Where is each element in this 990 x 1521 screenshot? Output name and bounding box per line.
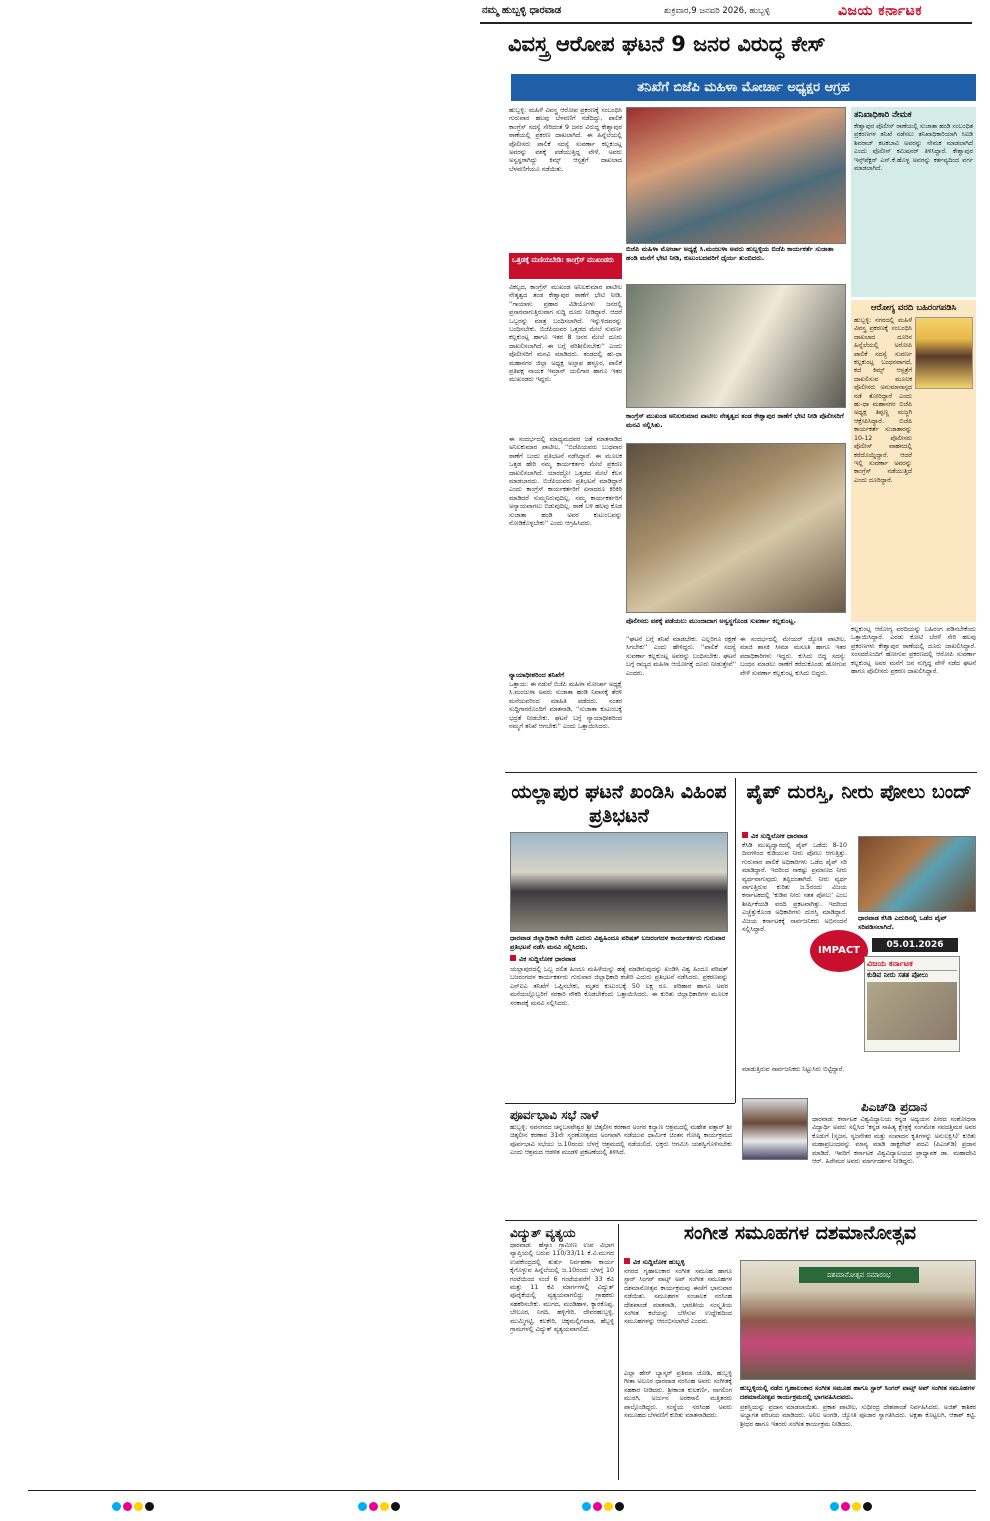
story3-body: ಕೆಸಿಡಿ ಮುಖ್ಯದ್ವಾರದಲ್ಲಿ ಪೈಪ್ ಒಡೆದು 8-10 ದಿನಗಳಿಂದ ಕುಡಿಯುವ ನೀರು ಪೋಲು ಆಗುತ್ತಿತ್ತು. ಗುರುವಾರ ಪಾಲಿಕೆ ಅಧಿಕಾರಿಗಳು ಒಡೆದ ಪೈಪ್ ಸರಿ ಮಾಡಿದ್ದಾರೆ. ಇದರಿಂದ ಸಾಕಷ್ಟು ಪ್ರಮಾಣದ ನೀರು ವ್ಯರ್ಥವಾಗುವುದು ತಪ್ಪಿದಂತಾಗಿದೆ. ನೀರು ವ್ಯರ್ಥ ವಾಗುತ್ತಿರುವ ಕುರಿತು ಜ.5ರಂದು ವಿಜಯ ಕರ್ನಾಟಕದಲ್ಲಿ 'ಕುಡಿವ ನೀರು ಸತತ ಪೋಲು' ಎಂಬ ಶೀರ್ಷಿಕೆಯಡಿ ವರದಿ ಪ್ರಕಟವಾಗಿತ್ತು. ಇದರಿಂದ ಎಚ್ಚೆತ್ತುಕೊಂಡ ಅಧಿಕಾರಿಗಳು ದುರಸ್ತಿ ಮಾಡಿದ್ದಾರೆ. ವಿಜಯ ಕರ್ನಾಟಕಕ್ಕೆ ಸಾರ್ವಜನಿಕರು ಅಭಿನಂದನೆ ಸಲ್ಲಿಸಿದ್ದಾರೆ. bbox=[742, 842, 847, 934]
sidebar-health-title: ಆರೋಗ್ಯ ವರದಿ ಬಹಿರಂಗಪಡಿಸಿ bbox=[870, 303, 957, 313]
story6-headline: ವಿದ್ಯುತ್ ವ್ಯತ್ಯಯ bbox=[510, 1226, 576, 1240]
registration-marks-1 bbox=[112, 1496, 156, 1515]
story7-body-2: ಎಲ್ಲಾ ಹೇರ್ ಬ್ಯಾಸ್ಕರ್ ಪ್ರತಿಮಾ ಜೋಶಿ, ಹುಬ್ಬಳ್ಳಿ ಗೀತಾ ಅಲೂರ ಧಾರವಾಡ ನರಸಿಂಹ ಅವರು ಸಂಗೀತಕ್ಕೆ ಸಹಕಾರ ನೀಡಿದರು. ಶ್ರೀಕಾಂತ ಕುಲಕರ್ಣಿ, ನಾಗಲಿಂಗ ಮುರಗಿ, ಅರ್ಜುನ ಅರಕಸಾಲಿ ಮತ್ತಿತರರು ಪಾಲ್ಗೊಂಡಿದ್ದರು. ಸಂಸ್ಥೆಯ ನರಸಿಂಹ ಅವರು ಸಮೂಹದ ಬೆಳವಣಿಗೆ ಕುರಿತು ಮಾತನಾಡಿದರು. bbox=[624, 1370, 732, 1420]
dateline: ಶುಕ್ರವಾರ,9 ಜನವರಿ 2026, ಹುಬ್ಬಳ್ಳಿ bbox=[664, 6, 770, 16]
section-divider-2 bbox=[505, 1103, 735, 1104]
story4-body: ಹುಬ್ಬಳ್ಳಿ: ನವನಗರದ ಚನ್ನಬಸವೇಶ್ವರ ಶ್ರೀ ಚಿತ್ಕಲೀನ ಕರಣಾರ ಅಂಗರ ಕಲ್ಯಾಣ ಆಶ್ರಮದಲ್ಲಿ ಮಹೇಶ ಪತ್ತಾರ್ ಶ್ರೀ ಚಿತ್ಕಲೀನ ಕರಣಾರ 31ನೇ ಸ್ಮರಣೋತ್ಸವದ ಅಂಗವಾಗಿ ನಡೆಯುವ ಧಾರ್ಮಿಕ ಚಿಂತನ ಗೋಷ್ಠಿ ಕಾರ್ಯಕ್ರಮದ ಪೂರ್ವಭಾವಿ ಸಭೆಯು ಜ.10ರಂದು ಬೆಳಗ್ಗೆ ಆಶ್ರಮದಲ್ಲಿ ನಡೆಯಲಿದೆ. ಭಕ್ತರು ಆಗಮಿಸಿ ಯಶಸ್ವಿಗೊಳಿಸಬೇಕು ಎಂದು ಆಶ್ರಮದ ಆಡಳಿತ ಮಂಡಳಿ ಪ್ರಕಟಣೆಯಲ್ಲಿ ತಿಳಿಸಿದೆ. bbox=[510, 1124, 732, 1157]
lead-photo-2-caption: ಕಾಂಗ್ರೆಸ್ ಮುಖಂಡ ಅನಿಲಕುಮಾರ ಪಾಟೀಲ ನೇತೃತ್ವದ ತಂಡ ಕೇಶ್ವಾಪುರ ಠಾಣೆಗೆ ಭೇಟಿ ನೀಡಿ ಪೊಲೀಸರಿಗೆ ಮನವಿ ಸಲ್ಲಿಸಿತು. bbox=[626, 412, 844, 429]
reg-dot-cyan bbox=[358, 1502, 367, 1511]
story3-source: ವಿಕ ಸುದ್ದಿಲೋಕ ಧಾರವಾಡ bbox=[742, 832, 808, 841]
story7-photo-caption: ಹುಬ್ಬಳ್ಳಿಯಲ್ಲಿ ನಡೆದ ಗೃಹಾಲಂಕಾರ ಸಂಗೀತ ಸಮೂಹ ಹಾಗೂ ಸ್ಟಾರ್ ಸಿಂಗರ್ ವಾಟ್ಸ್ ಅಪ್ ಸಂಗೀತ ಸಮೂಹಗಳ ದಶಮಾನೋತ್ಸವ ಕಾರ್ಯಕ್ರಮದಲ್ಲಿ ಭಾಗವಹಿಸಿದವರು. bbox=[740, 1384, 975, 1401]
lead-photo-2 bbox=[626, 284, 846, 408]
reg-dot-magenta bbox=[369, 1502, 378, 1511]
sidebar-health-text: ಹುಬ್ಬಳ್ಳಿ: ನಗರದಲ್ಲಿ ಮಹಿಳೆ ವಿವಸ್ತ್ರ ಪ್ರಕರಣಕ್ಕೆ ಸಂಬಂಧಿಸಿ ದಾಖಲಾದ ದೂರಿನ ಹಿನ್ನೆಲೆಯಲ್ಲಿ ಅರೋಪಿ ಪಾಲಿಕೆ ಸದಸ್ಯೆ ಸುವರ್ಣ ಕಲ್ಲಕುಂಟ್ಲ ಬಂಧನವಾಗದೆ, ಕದೆ ಕಿಮ್ಸ್ ಆಸ್ಪತ್ರೆಗೆ ದಾಖಲಿಸುವ ಮೂಲಕ ಪೊಲೀಸರು ಅನುಮಾನಾಸ್ಪದ ನಡೆ ತೋರಿದ್ದಾರೆ ಎಂದು ಹು-ಧಾ ಮಹಾನಗರ ಬಿಜೆಪಿ ಅಧ್ಯಕ್ಷ ತಿಪ್ಪಣ್ಣ ಮಜ್ಜಗಿ ಆಕ್ಷೇಪಿಸಿದ್ದಾರೆ. ಬಿಜೆಪಿ ಕಾರ್ಯಕರ್ತೆ ಸುಜಾತಾರನ್ನು 10-12 ಪೊಲೀಸರು ಪೊಲೀಸ್ ವಾಹನದಲ್ಲಿ ಕರೆದೊಯ್ದಿದ್ದಾರೆ. ಆದರೆ ಇಲ್ಲಿ ಸುವರ್ಣಾ ಅವರನ್ನು ಕಾಂಗ್ರೆಸ್ ನಡೆಯುತ್ತಿದೆ ಎಂದು ದೂರಿದ್ದಾರೆ. bbox=[854, 317, 912, 484]
lead-para-4: ಒತ್ತಾಯ: ಈ ನಡುವೆ ಬಿಜೆಪಿ ಮಹಿಳಾ ಮೋರ್ಚಾ ಅಧ್ಯಕ್ಷೆ ಸಿ.ಮಂಜುಳಾ ಅವರು ಸುಜಾತಾ ಹಂಡಿ ನಿವಾಸಕ್ಕೆ ತೆರಳಿ ಮನೆಯವರಿಂದ ಮಾಹಿತಿ ಪಡೆದರು. ನಂತರ ಸುದ್ದಿಗಾರರೊಂದಿಗೆ ಮಾತನಾಡಿ, ''ಸುಜಾತಾ ಕುಟುಂಬಕ್ಕೆ ಭದ್ರತೆ ನೀಡಬೇಕು. ಘಟನೆ ಬಗ್ಗೆ ನ್ಯಾಯಾಧೀಶರಿಂದ ನಮ್ಮಗೆ ತನಿಖೆ ಆಗಬೇಕು'' ಎಂದು ಒತ್ತಾಯಿಸಿದರು. bbox=[509, 681, 622, 731]
impact-clipping bbox=[864, 956, 960, 1052]
story6-body: ಧಾರವಾಡ: ಹೆಸ್ಕಾಂ ಗ್ರಾಮೀಣ ಉಪ ವಿಭಾಗ ವ್ಯಾಪ್ತಿಯಲ್ಲಿ ಬರುವ 110/33/11 ಕೆ.ವಿ.ಮುಗದ ಉಪಕೇಂದ್ರದಲ್ಲಿ ತುರ್ತು ನಿರ್ವಹಣಾ ಕಾರ್ಯ ಕೈಗೊಳ್ಳುವ ಹಿನ್ನೆಲೆಯಲ್ಲಿ ಜ.10ರಂದು ಬೆಳಗ್ಗೆ 10 ಗಂಟೆಯಿಂದ ಸಂಜೆ 6 ಗಂಟೆಯವರೆಗೆ 33 ಕೆವಿ ಮತ್ತು 11 ಕೆವಿ ಮಾರ್ಗಗಳಲ್ಲಿ ವಿದ್ಯುತ್ ಪೂರೈಕೆಯಲ್ಲಿ ವ್ಯತ್ಯಯವಾಗಲಿದ್ದು ಗ್ರಾಹಕರು ಸಹಕರಿಸಬೇಕು. ಮುಗದ, ಮಂಡಿಹಾಳ, ಕ್ಯಾರಕೊಪ್ಪ, ಬೇಲೂರ, ನಿಗದಿ, ಹಳ್ಳಿಗೇರಿ, ದೇವರಹುಬ್ಬಳ್ಳಿ, ಮುಮ್ಮಿಗಟ್ಟಿ, ಕಲಕೇರಿ, ಚಿಕ್ಕಮಲ್ಲಿಗವಾಡ, ಹೆಬ್ಬಳ್ಳಿ ಗ್ರಾಮಗಳಲ್ಲಿ ವಿದ್ಯುತ್ ವ್ಯತ್ಯಯವಾಗಲಿದೆ. bbox=[510, 1242, 614, 1334]
registration-marks-3 bbox=[582, 1496, 626, 1515]
reg-dot-black bbox=[145, 1502, 154, 1511]
story2-source: ವಿಕ ಸುದ್ದಿಲೋಕ ಧಾರವಾಡ bbox=[510, 955, 576, 964]
story4-headline: ಪೂರ್ವಭಾವಿ ಸಭೆ ನಾಳೆ bbox=[510, 1108, 599, 1122]
reg-dot-magenta bbox=[593, 1502, 602, 1511]
section-divider-1 bbox=[505, 772, 977, 773]
story7-photo bbox=[740, 1260, 976, 1380]
story3-photo-caption: ಧಾರವಾಡ ಕೆಸಿಡಿ ಎದುರಿನಲ್ಲಿ ಒಡೆದ ಪೈಪ್ ಸರಿಪಡಿಸಲಾಗಿದೆ. bbox=[858, 914, 947, 931]
story5-photo bbox=[742, 1098, 808, 1160]
reg-dot-magenta bbox=[841, 1502, 850, 1511]
reg-dot-yellow bbox=[852, 1502, 861, 1511]
portrait-photo bbox=[915, 317, 973, 389]
sidebar-investigation bbox=[851, 107, 976, 297]
story3-headline: ಪೈಪ್ ದುರಸ್ತಿ, ನೀರು ಪೋಲು ಬಂದ್ bbox=[746, 781, 972, 803]
reg-dot-yellow bbox=[380, 1502, 389, 1511]
lead-para-2: ವಿಕಲ್ಪದ, ಕಾಂಗ್ರೆಸ್ ಮುಖಂಡ ಅನಿಲಕುಮಾರ ಪಾಟೀಲ ನೇತೃತ್ವದ ತಂಡ ಕೇಶ್ವಾಪುರ ಠಾಣೆಗೆ ಭೇಟಿ ನೀಡಿ, ''ಗಾಯಾಳು ಪ್ರಹಾರ ವಿಡಿಯೊಗಳು ಜನರಲ್ಲಿ ಪ್ರಸಾರವಾಗುತ್ತಿರುವಾಗ ಸುದ್ದಿ ದೂರು ನೀಡಿದ್ದಾರೆ. ಆದರೆ ಒಬ್ಬರನ್ನು ಮಾತ್ರ ಬಂಧಿಸಲಾಗಿದೆ. ಇನ್ನುಳಿದವರನ್ನು ಬಂಧಿಸಬೇಕು. ಬಿಜೆಪಿಯವರ ಒತ್ತಡದ ಮೇಲೆ ಸುವರ್ಣ ಕಲ್ಲಕುಂಟ್ಲ ಹಾಗೂ ಇತರ 8 ಜನರ ಮೇಲೆ ದೂರು ದಾಖಲಿಸಲಾಗಿದೆ. ಈ ಬಗ್ಗೆ ಪರಿಶೀಲಿಸಬೇಕು'' ಎಂದು ಪೊಲೀಸರಿಗೆ ಮನವಿ ಮಾಡಿದರು. ತಂಡದಲ್ಲಿ ಹು-ಧಾ ಮಹಾನಗರ ಜಿಲ್ಲಾ ಅಧ್ಯಕ್ಷ ಅಲ್ತಾಫ ಹಳ್ಳೂರ, ಪಾಲಿಕೆ ಪ್ರತಿಪಕ್ಷ ನಾಯಕ ಇಮ್ರಾನ್ ಯಲಿಗಾರ ಹಾಗೂ ಇತರ ಮುಖಂಡರು ಇದ್ದರು. bbox=[509, 284, 622, 384]
lead-subhead: ತನಿಖೆಗೆ ಬಿಜೆಪಿ ಮಹಿಳಾ ಮೋರ್ಚಾ ಅಧ್ಯಕ್ಷರ ಆಗ್ರಹ bbox=[511, 74, 976, 101]
reg-dot-cyan bbox=[830, 1502, 839, 1511]
lead-col-right: ಕಲ್ಲಕುಂಟ್ಲ ಆರೋಗ್ಯ ವರದಿಯನ್ನು ಬಹಿರಂಗ ಪಡಿಸಬೇಕೆಂದು ಒತ್ತಾಯಿಸಿದ್ದಾರೆ. ಎರಡು ಕೋಟಿ ಬೆರಳೆ ಸೇರಿ ಹಲವು ಪ್ರಕರಣಗಳು ಕೇಶ್ವಾಪುರ ಠಾಣೆಯಲ್ಲಿ ದೂರು ದಾಖಲಿಸಿದ್ದಾರೆ. ಸಂಸದರೊಂದಿಗೆ ಹೋಗುವ ಪ್ರಕರಣದಲ್ಲಿ ಆರೋಪಿ ಸುವರ್ಣಾ ಕಲ್ಲಕುಂಟ್ಲ ಅವರ ಮನೆಗೆ ಜನ ನುಗ್ಗಿದ್ದ ವೇಳೆ ನಡೆದ ಘಟನೆ ಹಾಗೂ ಪೊಲೀಸರು ಪ್ರಕರಣ ದಾಖಲಿಸಿದ್ದಾರೆ. bbox=[851, 626, 976, 676]
clip-headline: ಕುಡಿವ ನೀರು ಸತತ ಪೋಲು bbox=[867, 970, 957, 980]
reg-dot-cyan bbox=[582, 1502, 591, 1511]
clip-masthead: ವಿಜಯ ಕರ್ನಾಟಕ bbox=[867, 959, 913, 968]
lead-col-mid-2: ಈ ಸಂದರ್ಭದಲ್ಲಿ ಮೇಯರ್ ಜ್ಯೋತಿ ಪಾಟೀಲ, ಮಾಜಿ ಶಾಸಕಿ ಸೀಮಾ ಮಸೂತಿ ಹಾಗೂ ಇತರ ಪದಾಧಿಕಾರಿಗಳು ಇದ್ದರು. ಕುಸಿದು ಬಿದ್ದ ಸದಸ್ಯೆ: ಬಂಧನ ಮಾಡಲು ಠಾಣೆಗೆ ಕರೆದುಕೊಂಡು ಹೋಗುವ ವೇಳೆ ಸುವರ್ಣಾ ಕಲ್ಲಕುಂಟ್ಲ ಕುಸಿದು ಬಿದ್ದರು. bbox=[740, 636, 846, 677]
story5-headline: ಪಿಎಚ್‌ಡಿ ಪ್ರದಾನ bbox=[860, 1100, 928, 1114]
lead-photo-3-caption: ಪೊಲೀಸರು ವಶಕ್ಕೆ ಪಡೆಯಲು ಮುಂದಾದಾಗ ಅಸ್ವಸ್ಥಗೊಂಡ ಸುವರ್ಣಾ ಕಲ್ಲಕುಂಟ್ಲ. bbox=[626, 617, 797, 625]
impact-date: 05.01.2026 bbox=[872, 938, 958, 952]
impact-label: IMPACT bbox=[818, 945, 860, 956]
column-divider bbox=[735, 778, 736, 1103]
story2-caption: ಧಾರವಾಡ ಜಿಲ್ಲಾಧಿಕಾರಿ ಕಚೇರಿ ಎದುರು ವಿಶ್ವಹಿಂದೂ ಪರಿಷತ್ ಬಜರಂಗದಳ ಕಾರ್ಯಕರ್ತರು ಗುರುವಾರ ಪ್ರತಿಭಟನೆ ನಡೆಸಿ ಮನವಿ ಸಲ್ಲಿಸಿದರು. bbox=[510, 934, 726, 951]
reg-dot-yellow bbox=[604, 1502, 613, 1511]
lead-col-mid-1: ''ಘಟನೆ ಬಗ್ಗೆ ತನಿಖೆ ಮಾಡಬೇಕು. ಎಲ್ಲರಿಗೂ ರಕ್ಷಣೆ ಸಿಗಬೇಕು'' ಎಂದು ಹೇಳಿದ್ದರು. ''ಪಾಲಿಕೆ ಸದಸ್ಯೆ ಸುವರ್ಣಾ ಕಲ್ಲಕುಂಟ್ಲ ಅವರನ್ನು ಬಂಧಿಸಬೇಕು. ಘಟನೆ ಬಗ್ಗೆ ರಾಜ್ಯದ ಮಹಿಳಾ ಆಯೋಗಕ್ಕೆ ದೂರು ನೀಡುತ್ತೇವೆ'' ಎಂದರು. bbox=[626, 636, 736, 677]
sidebar-investigation-text: ಕೇಶ್ವಾಪುರ ಪೊಲೀಸ್ ಠಾಣೆಯಲ್ಲಿ ಸುಜಾತಾ ಹಂಡಿ ಸಂಬಂಧಿತ ಪ್ರಕರಣಗಳ ತನಿಖೆ ನಡೆಸಲು ತನಿಖಾಧಿಕಾರಿಯಾಗಿ ಸಿಐಡಿ ಶಿವರಾಜ್ ಕಟಕಬಾವಿ ಅವರನ್ನು ನೇಮಕ ಮಾಡಲಾಗಿದೆ ಎಂದು ಪೊಲೀಸ್ ಕಮಿಷನರ್ ತಿಳಿಸಿದ್ದಾರೆ. ಕೇಶ್ವಾಪುರ ಇನ್ಸ್‌ಪೆಕ್ಟರ್ ಎಸ್.ಕೆ.ಹೊಳ್ಳ ಅವರನ್ನು ಕರ್ತವ್ಯದಿಂದ ವರ್ಗ ಮಾಡಲಾಗಿದೆ. bbox=[854, 123, 973, 173]
edition-label: ನಮ್ಮ ಹುಬ್ಬಳ್ಳಿ ಧಾರವಾಡ bbox=[482, 5, 562, 16]
story2-body: ಯಲ್ಲಾಪುರದಲ್ಲಿ ಒಬ್ಬ ದಲಿತ ಹಿಂದೂ ಮಹಿಳೆಯನ್ನು ಹತ್ಯೆ ಮಾಡಿರುವುದನ್ನು ಖಂಡಿಸಿ ವಿಶ್ವ ಹಿಂದೂ ಪರಿಷತ್ ಬಜರಂಗದಳ ಕಾರ್ಯಕರ್ತರು ಗುರುವಾರ ಜಿಲ್ಲಾಧಿಕಾರಿ ಕಚೇರಿ ಎದುರು ಪ್ರತಿಭಟನೆ ನಡೆಸಿದರು. ಪ್ರಕರಣವನ್ನು ಎನ್‌ಐಎ ತನಿಖೆಗೆ ಒಪ್ಪಿಸಬೇಕು, ಮೃತರ ಕುಟುಂಬಕ್ಕೆ 50 ಲಕ್ಷ ರೂ. ಪರಿಹಾರ ಹಾಗೂ ಅವರ ಮನೆಯಲ್ಲೊಬ್ಬರಿಗೆ ಸರಕಾರಿ ನೌಕರಿ ಕೊಡಬೇಕೆಂದು ಒತ್ತಾಯಿಸಿದರು. ಈ ಕುರಿತು ಜಿಲ್ಲಾಧಿಕಾರಿಗಳ ಮೂಲಕ ಸರಕಾರಕ್ಕೆ ಮನವಿ ಸಲ್ಲಿಸಿದರು. bbox=[510, 966, 728, 1007]
story7-body-3: ಪ್ರಶಸ್ತಿಯನ್ನು ಪ್ರದಾನ ಮಾಡಲಾಯಿತು. ಪ್ರಕಾಶ ಪಾಟೀಲ, ಸುಧೀಂದ್ರ ದೇಶಪಾಂಡೆ ನಿರ್ವಹಿಸಿದರು. ಅಜಿತ್ ಕಾಶಿಕರ ಅಭ್ಯಾಗತ ಪರಿಚಯ ಮಾಡಿದರು. ಅನಿಲ ಅಂಗಡಿ, ಜ್ಯೋತಿ ಪೂಜಾರ ಸ್ವಾಗತಿಸಿದರು. ಅಕ್ಷತಾ ಕೊಟ್ಟಲಗಿ, ಆಕಾಶ್ ಕಟ್ಟಿ, ಶ್ರೀಧರ ಹಾಗೂ ಇತರರು ಸಂಗೀತ ಕಾರ್ಯಕ್ರಮ ನೀಡಿದರು. bbox=[740, 1404, 976, 1428]
column-divider-2 bbox=[618, 1224, 619, 1480]
registration-marks-2 bbox=[358, 1496, 402, 1515]
sidebar-health-report bbox=[851, 300, 976, 622]
story2-headline: ಯಲ್ಲಾಪುರ ಘಟನೆ ಖಂಡಿಸಿ ವಿಹಿಂಪ ಪ್ರತಿಭಟನೆ bbox=[511, 781, 727, 827]
reg-dot-black bbox=[863, 1502, 872, 1511]
reg-dot-cyan bbox=[112, 1502, 121, 1511]
reg-dot-black bbox=[615, 1502, 624, 1511]
lead-photo-1-caption: ಬಿಜೆಪಿ ಮಹಿಳಾ ಮೋರ್ಚಾ ಅಧ್ಯಕ್ಷೆ ಸಿ.ಮಂಜುಳಾ ಅವರು ಹುಬ್ಬಳ್ಳಿಯ ಬಿಜೆಪಿ ಕಾರ್ಯಕರ್ತೆ ಸುಜಾತಾ ಹಂಡಿ ಮನೆಗೆ ಭೇಟಿ ನೀಡಿ, ಕುಟುಂಬದವರಿಗೆ ಧೈರ್ಯ ತುಂಬಿದರು. bbox=[626, 245, 834, 262]
lead-headline: ವಿವಸ್ತ್ರ ಆರೋಪ ಘಟನೆ 9 ಜನರ ವಿರುದ್ಧ ಕೇಸ್ bbox=[508, 32, 826, 56]
lead-photo-1 bbox=[626, 107, 846, 244]
impact-badge bbox=[810, 930, 868, 972]
story7-headline: ಸಂಗೀತ ಸಮೂಹಗಳ ದಶಮಾನೋತ್ಸವ bbox=[683, 1222, 917, 1244]
reg-dot-yellow bbox=[134, 1502, 143, 1511]
registration-marks-4 bbox=[830, 1496, 874, 1515]
reg-dot-black bbox=[391, 1502, 400, 1511]
story2-photo bbox=[510, 832, 728, 932]
sidebar-investigation-title: ತನಿಖಾಧಿಕಾರಿ ನೇಮಕ bbox=[854, 110, 912, 120]
story5-body: ಧಾರವಾಡ: ಕರ್ನಾಟಕ ವಿಶ್ವವಿದ್ಯಾಲಯ ಕನ್ನಡ ಅಧ್ಯಯನ ಪೀಠದ ಸಂಶೋಧನಾ ವಿದ್ಯಾರ್ಥಿ ಅವರು ಸಲ್ಲಿಸಿದ 'ಕನ್ನಡ ಸಾಹಿತ್ಯ ಕ್ಷೇತ್ರಕ್ಕೆ ಸಂಗಮೇಶ ಸವದತ್ತಿಮಠ ಅವರ ಕೊಡುಗೆ (ಸೃಜನ, ಸೃಜನೇತರ ಮತ್ತು ಸಂಪಾದನ ಕೃತಿಗಳನ್ನು ಅನುಲಕ್ಷಿಸಿ)' ಕುರಿತು ಮಹಾಪ್ರಬಂಧವನ್ನು ಮಾನ್ಯ ಮಾಡಿ ಡಾಕ್ಟರೇಟ್ ಪದವಿ (ಪಿಎಚ್‌ಡಿ) ಪ್ರದಾನ ಮಾಡಿದೆ. ಇವರಿಗೆ ಕರ್ನಾಟಕ ವಿಶ್ವವಿದ್ಯಾಲಯದ ಪ್ರಾಧ್ಯಾಪಕ ಡಾ. ಮಹಾದೇವಿ ಆರ್. ಹಿರೇಮಠ ಅವರು ಮಾರ್ಗದರ್ಶನ ನೀಡಿದ್ದರು. bbox=[812, 1116, 976, 1166]
lead-para-1: ಹುಬ್ಬಳ್ಳಿ: ಮಹಿಳೆ ವಿವಸ್ತ್ರ ಆರೋಪ ಪ್ರಕರಣಕ್ಕೆ ಸಂಬಂಧಿಸಿ ಗುರುವಾರ ಹಲವು ಬೆಳವಣಿಗೆ ನಡೆದಿದ್ದು, ಪಾಲಿಕೆ ಕಾಂಗ್ರೆಸ್ ಸದಸ್ಯೆ ಸೇರಿದಂತೆ 9 ಜನರ ವಿರುದ್ಧ ಕೇಶ್ವಾಪುರ ಠಾಣೆಯಲ್ಲಿ ಪ್ರಕರಣ ದಾಖಲಾಗಿದೆ. ಈ ಹಿನ್ನೆಲೆಯಲ್ಲಿ ಪೊಲೀಸರು ಪಾಲಿಕೆ ಸದಸ್ಯೆ ಸುವರ್ಣಾ ಕಲ್ಲಕುಂಟ್ಲ ಅವರನ್ನು ವಶಕ್ಕೆ ಪಡೆಯುತ್ತಿದ್ದ ವೇಳೆ, ಅವರು ಅಸ್ವಸ್ಥರಾಗಿದ್ದು ಕಿಮ್ಸ್ ಆಸ್ಪತ್ರೆಗೆ ದಾಖಲಾದ ಬೆಳವಣಿಗೆಯೂ ನಡೆಯಿತು. bbox=[509, 107, 622, 173]
masthead: ವಿಜಯ ಕರ್ನಾಟಕ bbox=[838, 3, 923, 19]
story7-source: ವಿಕ ಸುದ್ದಿಲೋಕ ಹುಬ್ಬಳ್ಳಿ bbox=[624, 1258, 685, 1267]
reg-dot-magenta bbox=[123, 1502, 132, 1511]
story3-tail: ಮಾಡುತ್ತಿರುವ ಸಾರ್ವಜನಿಕರು ನಿಟ್ಟುಸಿರು ಬಿಟ್ಟಿದ್ದಾರೆ. bbox=[742, 1066, 845, 1073]
story7-banner: ದಶಮಾನೋತ್ಸವ ಸಮಾರಂಭ bbox=[799, 1267, 919, 1283]
lead-para-3: ಈ ಸಂದರ್ಭದಲ್ಲಿ ಮಾಧ್ಯಮದವರ ಜತೆ ಮಾತನಾಡಿದ ಅನಿಲಕುಮಾರ ಪಾಟೀಲ, ''ಬಿಜೆಪಿಯವರು ಬುಧವಾರ ಠಾಣೆಗೆ ಬಂದು ಪ್ರತಿಭಟನೆ ನಡೆಸಿದ್ದಾರೆ. ಈ ಮೂಲಕ ಒತ್ತಡ ಹೇರಿ ನಮ್ಮ ಕಾರ್ಯಕರ್ತರ ಮೇಲೆ ಪ್ರಕರಣ ದಾಖಲಿಸಲಾಗಿದೆ. ಯಾರದ್ದೋ ಒತ್ತಡದ ಮೇಲೆ ಕೆಲಸ ಮಾಡಬಾರದು. ಬಿಜೆಪಿಯವರು ಪ್ರತಿಭಟನೆ ಮಾಡಿದ್ದಾರೆ ಎಂದು ಕಾಂಗ್ರೆಸ್ ಕಾರ್ಯಕರ್ತರಿಗೆ ಏನಾದರೂ ಕಿರಿಕಿರಿ ಮಾಡಿದರೆ ಸುಮ್ಮನಿರುವುದಿಲ್ಲ. ನಮ್ಮ ಕಾರ್ಯಕರ್ತರಿಗೆ ಅನ್ಯಾಯವಾಗಲು ಬಿಡುವುದಿಲ್ಲ. ಠಾಣೆ ಬಳಿ ಹಲವು ಕೊಡ ಸುಜಾತಾ ಹಂಡಿ ಅವರ ಕುಟುಂಬವನ್ನು ನೋಡಿಕೊಳ್ಳಬೇಕು'' ಎಂದು ಆಗ್ರಹಿಸಿದರು. bbox=[509, 436, 622, 528]
story7-body-1: ನಗರದ ಗೃಹಾಲಂಕಾರ ಸಂಗೀತ ಸಮೂಹ ಹಾಗೂ ಸ್ಟಾರ್ ಸಿಂಗರ್ ವಾಟ್ಸ್ ಅಪ್ ಸಂಗೀತ ಸಮೂಹಗಳ ದಶಮಾನೋತ್ಸವ ಕಾರ್ಯಕ್ರಮವು ಈಚೆಗೆ ಭಾನುವಾರ ನಡೆಯಿತು. ಸಮೂಹಗಳ ಸಂಚಾಲಕ ನರಸಿಂಹ ದೇಶಪಾಂಡೆ ಮಾತನಾಡಿ, ಭಾರತೀಯ ಸಂಸ್ಕೃತಿಯ ಸಂಗೀತ ಕಲೆಯನ್ನು ಬೆಳೆಸುವ ಉದ್ದೇಶದಿಂದ ಸಮೂಹಗಳನ್ನು ಆರಂಭಿಸಲಾಗಿದೆ ಎಂದರು. bbox=[624, 1268, 732, 1326]
page-bottom-rule bbox=[28, 1490, 976, 1491]
page-header bbox=[480, 2, 972, 24]
lead-sub-label: ಒತ್ತಡಕ್ಕೆ ಮಣಿಯಬೇಡಿ: ಕಾಂಗ್ರೆಸ್ ಮುಖಂಡರು bbox=[509, 253, 622, 279]
lead-photo-3 bbox=[626, 443, 846, 613]
clip-photo bbox=[867, 982, 957, 1040]
story3-photo bbox=[858, 836, 976, 912]
section-divider-3 bbox=[505, 1220, 977, 1221]
lead-sub-label-2: ನ್ಯಾಯಾಧೀಶರಿಂದ ತನಿಖೆಗೆ bbox=[509, 671, 565, 679]
